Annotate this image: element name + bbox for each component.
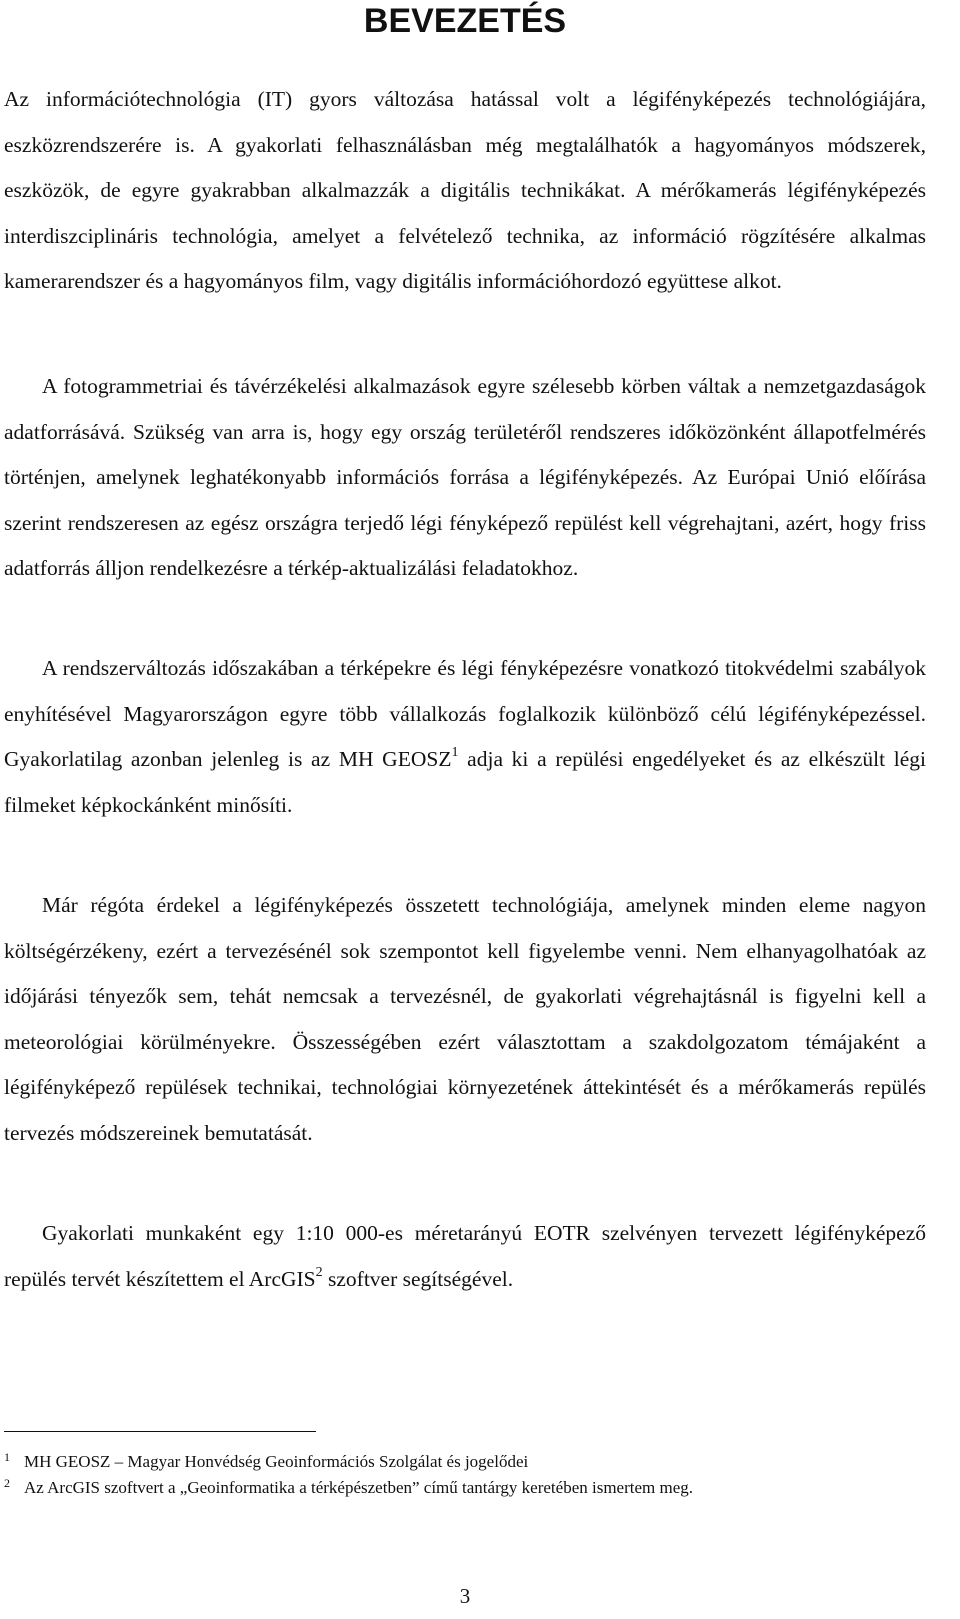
paragraph-3-text-cont: adja ki a repülési engedélyeket és az elkészült légi filmeket képkockánként minősíti. (4, 747, 927, 817)
footnote-2-number: 2 (4, 1476, 10, 1490)
page-title: BEVEZETÉS (363, 2, 567, 40)
footnote-ref-1: 1 (451, 745, 459, 761)
paragraph-2 (4, 364, 926, 592)
page-number: 3 (459, 1584, 471, 1608)
paragraph-1 (4, 77, 926, 305)
paragraph-3 (4, 646, 926, 828)
footnote-2 (4, 1472, 693, 1499)
footnote-1-number: 1 (4, 1450, 10, 1464)
paragraph-5 (4, 1211, 926, 1302)
footnote-2-text: Az ArcGIS szoftvert a „Geoinformatika a térképészetben” című tantárgy keretében ismertem meg. (24, 1478, 694, 1497)
paragraph-1-text: Az információtechnológia (IT) gyors változása hatással volt a légifényképezés technológiájára, eszközrendszerére is. A gyakorlati felhasználásban még megtalálhatók a hagyományos módszerek, eszközök, de egyre gyakrabban alkalmazzák a digitális technikákat. A mérőkamerás légifényképezés interdiszciplináris technológia, amelyet a felvételező technika, az információ rögzítésére alkalmas kamerarendszer és a hagyományos film, vagy digitális információhordozó együttese alkot. (4, 87, 926, 294)
paragraph-4-text: Már régóta érdekel a légifényképezés összetett technológiája, amelynek minden eleme nagyon költségérzékeny, ezért a tervezésénél sok szempontot kell figyelembe venni. Nem elhanyagolhatóak az időjárási tényezők sem, tehát nemcsak a tervezésnél, de gyakorlati végrehajtásnál is figyelni kell a meteorológiai körülményekre. Összességében ezért választottam a szakdolgozatom témájaként a légifényképező repülések technikai, technológiai környezetének áttekintését és a mérőkamerás repülés tervezés módszereinek bemutatását. (4, 893, 926, 1145)
footnote-1 (4, 1446, 528, 1473)
footnote-1-text: MH GEOSZ – Magyar Honvédség Geoinformációs Szolgálat és jogelődei (24, 1452, 529, 1471)
paragraph-5-text: Gyakorlati munkaként egy 1:10 000-es méretarányú EOTR szelvényen tervezett légifényképező repülés tervét készítettem el ArcGIS (4, 1221, 926, 1291)
paragraph-3-text: A rendszerváltozás időszakában a térképekre és légi fényképezésre vonatkozó titokvédelmi szabályok enyhítésével Magyarországon egyre több vállalkozás foglalkozik különböző célú légifényképezéssel. Gyakorlatilag azonban jelenleg is az MH GEOSZ (4, 656, 926, 772)
footnote-divider (4, 1431, 316, 1432)
paragraph-2-text: A fotogrammetriai és távérzékelési alkalmazások egyre szélesebb körben váltak a nemzetgazdaságok adatforrásává. Szükség van arra is, hogy egy ország területéről rendszeres időközönként állapotfelmérés történjen, amelynek leghatékonyabb információs forrása a légifényképezés. Az Európai Unió előírása szerint rendszeresen az egész országra terjedő légi fényképező repülést kell végrehajtani, azért, hogy friss adatforrás álljon rendelkezésre a térkép-aktualizálási feladatokhoz. (4, 374, 926, 581)
paragraph-5-text-cont: szoftver segítségével. (322, 1266, 514, 1291)
footnote-ref-2: 2 (315, 1264, 323, 1280)
paragraph-4 (4, 883, 926, 1157)
